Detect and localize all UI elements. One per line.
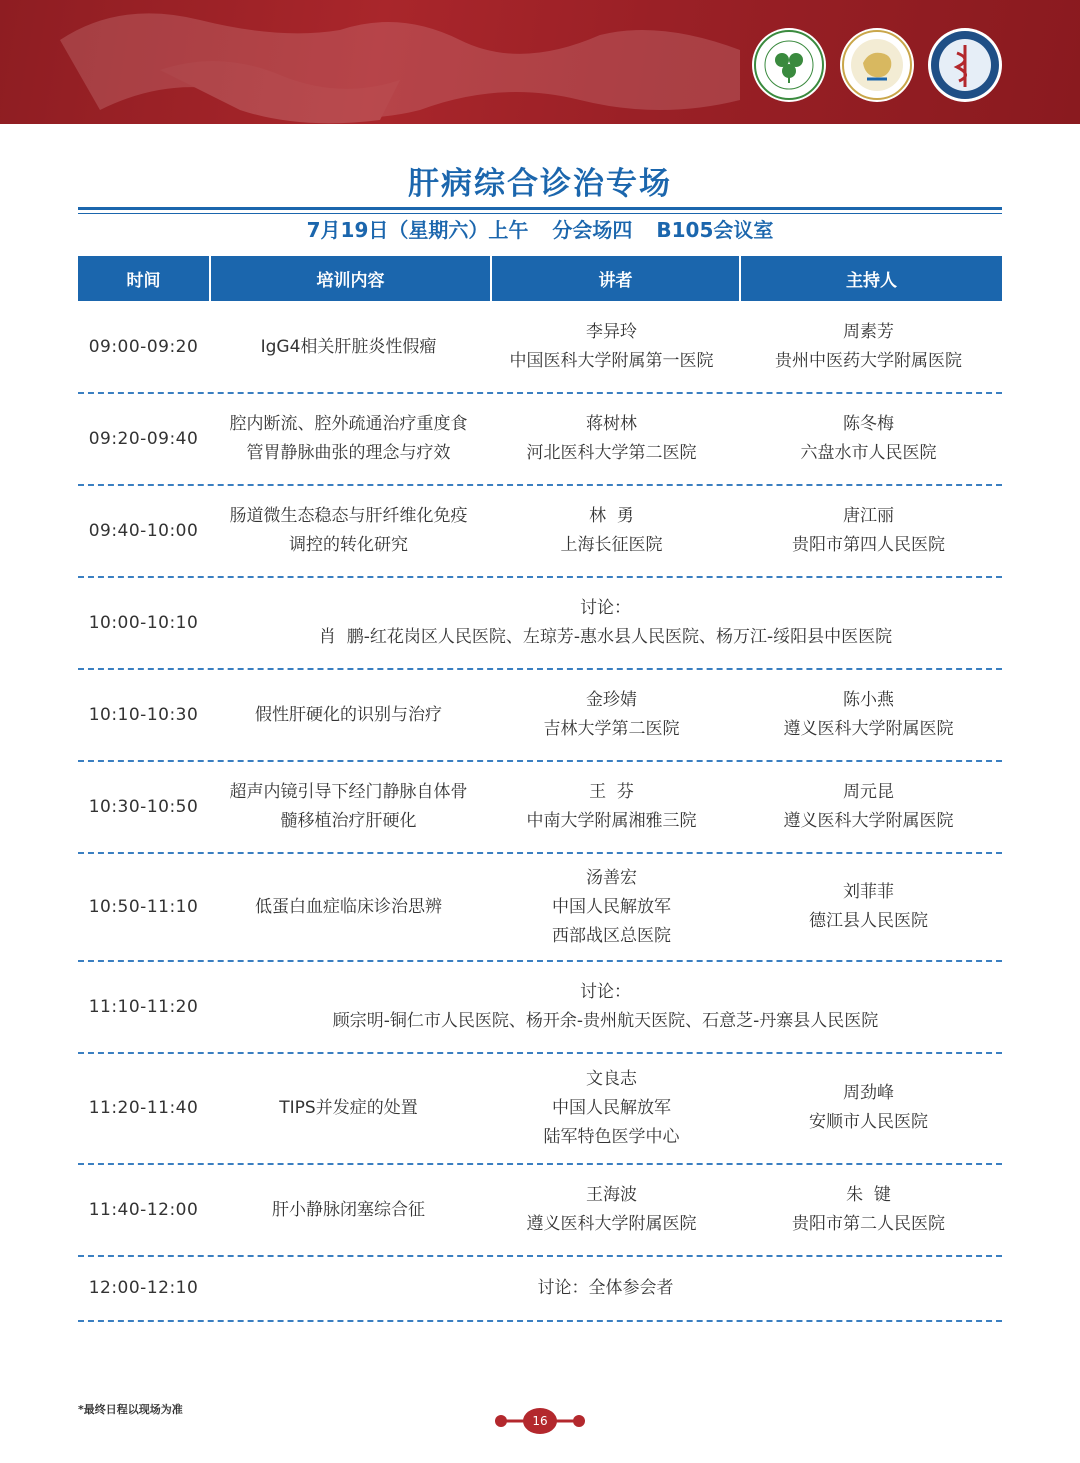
table-row [78, 486, 1002, 576]
session-title: 肝病综合诊治专场 [408, 166, 672, 202]
row-host: 周劲峰 安顺市人民医院 [809, 1083, 928, 1132]
row-speaker: 王海波 遵义医科大学附属医院 [526, 1185, 697, 1234]
row-discussion: 讨论： 肖 鹏-红花岗区人民医院、左琼芳-惠水县人民医院、杨万江-绥阳县中医医院 [318, 598, 893, 647]
row-topic: 超声内镜引导下经门静脉自体骨 髓移植治疗肝硬化 [229, 782, 468, 831]
table-row [78, 394, 1002, 484]
title-rule [78, 207, 1002, 210]
header-topic: 培训内容 [211, 256, 490, 301]
row-divider [78, 1320, 1002, 1322]
table-row [78, 1054, 1002, 1162]
row-time: 11:20-11:40 [88, 1097, 199, 1118]
session-venue: 分会场四 [552, 218, 633, 242]
row-host: 唐江丽 贵阳市第四人民医院 [792, 506, 945, 555]
row-host: 周素芳 贵州中医药大学附属医院 [775, 322, 962, 371]
guizhou-map-logo [840, 28, 914, 102]
footnote: *最终日程以现场为准 [78, 1403, 183, 1416]
row-discussion: 讨论：全体参会者 [537, 1277, 674, 1298]
header-time: 时间 [78, 256, 209, 301]
row-topic: 假性肝硬化的识别与治疗 [255, 704, 442, 725]
row-time: 10:00-10:10 [88, 612, 199, 633]
header-banner [0, 0, 1080, 124]
row-topic: 肝小静脉闭塞综合征 [272, 1199, 425, 1220]
table-header [78, 256, 1002, 301]
row-host: 朱 键 贵阳市第二人民医院 [792, 1185, 945, 1234]
row-time: 09:20-09:40 [88, 428, 199, 449]
table-row [78, 854, 1002, 960]
row-time: 10:10-10:30 [88, 704, 199, 725]
table-row [78, 1165, 1002, 1255]
table-row [78, 1257, 1002, 1319]
row-speaker: 蒋树林 河北医科大学第二医院 [526, 414, 697, 463]
row-topic: IgG4相关肝脏炎性假瘤 [260, 336, 437, 357]
row-time: 12:00-12:10 [88, 1277, 199, 1298]
world-map-watermark [40, 0, 760, 124]
table-row [78, 578, 1002, 668]
medical-caduceus-logo [928, 28, 1002, 102]
table-row [78, 962, 1002, 1052]
row-time: 11:10-11:20 [88, 996, 199, 1017]
row-time: 09:40-10:00 [88, 520, 199, 541]
row-host: 周元昆 遵义医科大学附属医院 [783, 782, 954, 831]
table-row [78, 762, 1002, 852]
row-time: 10:50-11:10 [88, 896, 199, 917]
session-room: B105会议室 [656, 218, 774, 242]
row-speaker: 文良志 中国人民解放军 陆军特色医学中心 [543, 1068, 680, 1147]
row-host: 陈冬梅 六盘水市人民医院 [800, 414, 937, 463]
row-time: 09:00-09:20 [88, 336, 199, 357]
row-time: 11:40-12:00 [88, 1199, 199, 1220]
row-speaker: 李异玲 中国医科大学附属第一医院 [509, 322, 714, 371]
table-row [78, 303, 1002, 391]
page-number [493, 1406, 587, 1436]
row-topic: 腔内断流、腔外疏通治疗重度食 管胃静脉曲张的理念与疗效 [229, 414, 468, 463]
row-speaker: 汤善宏 中国人民解放军 西部战区总医院 [552, 867, 671, 946]
row-topic: TIPS并发症的处置 [279, 1097, 418, 1118]
row-speaker: 王 芬 中南大学附属湘雅三院 [526, 782, 697, 831]
session-subtitle [0, 216, 1080, 244]
row-host: 陈小燕 遵义医科大学附属医院 [783, 690, 954, 739]
row-topic: 肠道微生态稳态与肝纤维化免疫 调控的转化研究 [229, 506, 468, 555]
header-host: 主持人 [741, 256, 1002, 301]
row-topic: 低蛋白血症临床诊治思辨 [255, 896, 442, 917]
clover-logo [752, 28, 826, 102]
row-speaker: 金珍婧 吉林大学第二医院 [543, 690, 680, 739]
session-date: 7月19日（星期六）上午 [306, 218, 529, 242]
table-row [78, 670, 1002, 760]
title-rule-thin [78, 213, 1002, 214]
row-discussion: 讨论： 顾宗明-铜仁市人民医院、杨开余-贵州航天医院、石意芝-丹寨县人民医院 [332, 982, 879, 1031]
row-time: 10:30-10:50 [88, 796, 199, 817]
row-host: 刘菲菲 德江县人民医院 [809, 882, 928, 931]
row-speaker: 林 勇 上海长征医院 [560, 506, 663, 555]
page-number-text: 16 [532, 1414, 548, 1428]
header-speaker: 讲者 [492, 256, 739, 301]
